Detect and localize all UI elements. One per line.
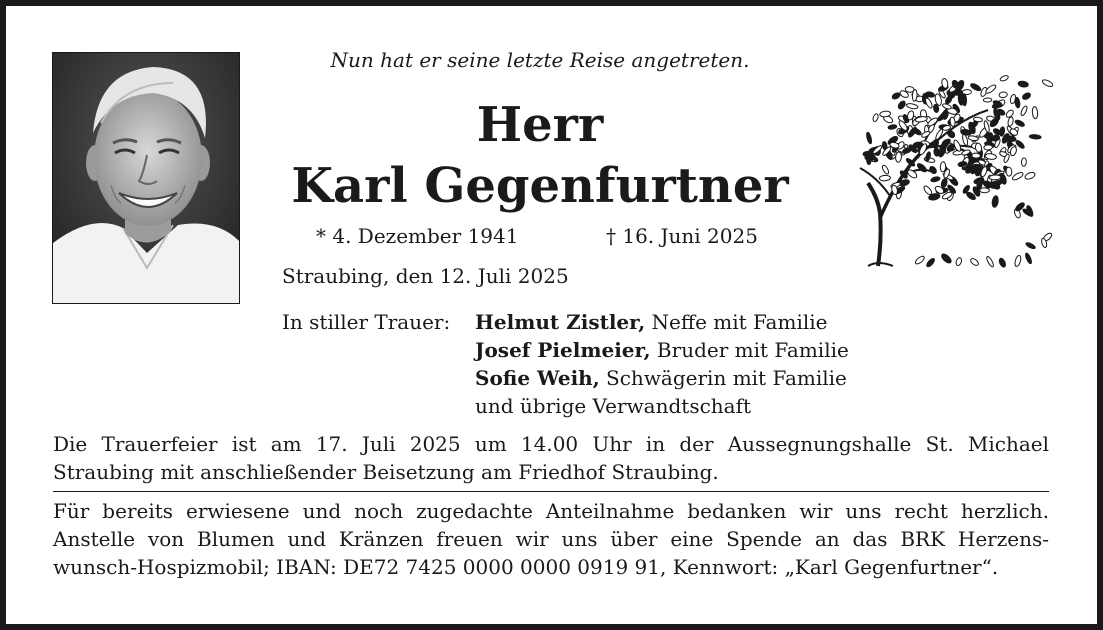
mourner-relation: Schwägerin mit Familie xyxy=(599,366,847,390)
mourner-row xyxy=(475,308,849,336)
mourner-name: Josef Pielmeier, xyxy=(475,338,651,362)
mourner-relation: und übrige Verwandtschaft xyxy=(475,394,752,418)
divider xyxy=(53,491,1049,492)
birth-date: * 4. Dezember 1941 xyxy=(316,224,519,248)
mourners-list xyxy=(475,308,849,420)
thanks-line: Für bereits erwiesene und noch zugedachte Anteilnahme bedanken wir uns recht herzlich. xyxy=(53,499,1049,523)
mourner-row xyxy=(475,364,849,392)
ceremony-notice xyxy=(53,430,1049,486)
death-date: † 16. Juni 2025 xyxy=(606,224,758,248)
portrait-photo xyxy=(52,52,240,304)
mourning-label: In stiller Trauer: xyxy=(282,310,451,334)
mourner-name: Helmut Zistler, xyxy=(475,310,646,334)
ceremony-line: Straubing mit anschließender Beisetzung am Friedhof Straubing. xyxy=(53,460,719,484)
thanks-notice xyxy=(53,497,1049,581)
thanks-line: wunsch-Hospizmobil; IBAN: DE72 7425 0000 0000 0919 91, Kennwort: „Karl Gegenfurtner“. xyxy=(53,555,999,579)
mourner-row xyxy=(475,392,849,420)
salutation: Herr xyxy=(476,97,604,153)
mourner-relation: Bruder mit Familie xyxy=(650,338,849,362)
thanks-line: Anstelle von Blumen und Kränzen freuen wir uns über eine Spende an das BRK Herzens- xyxy=(53,527,1049,551)
deceased-name: Karl Gegenfurtner xyxy=(291,158,789,214)
place-date: Straubing, den 12. Juli 2025 xyxy=(282,264,569,288)
mourner-name: Sofie Weih, xyxy=(475,366,600,390)
motto: Nun hat er seine letzte Reise angetreten. xyxy=(330,48,750,72)
tree-icon xyxy=(838,48,1053,270)
mourner-row xyxy=(475,336,849,364)
mourner-relation: Neffe mit Familie xyxy=(645,310,828,334)
ceremony-line: Die Trauerfeier ist am 17. Juli 2025 um 14.00 Uhr in der Aussegnungshalle St. Michael xyxy=(53,432,1049,456)
